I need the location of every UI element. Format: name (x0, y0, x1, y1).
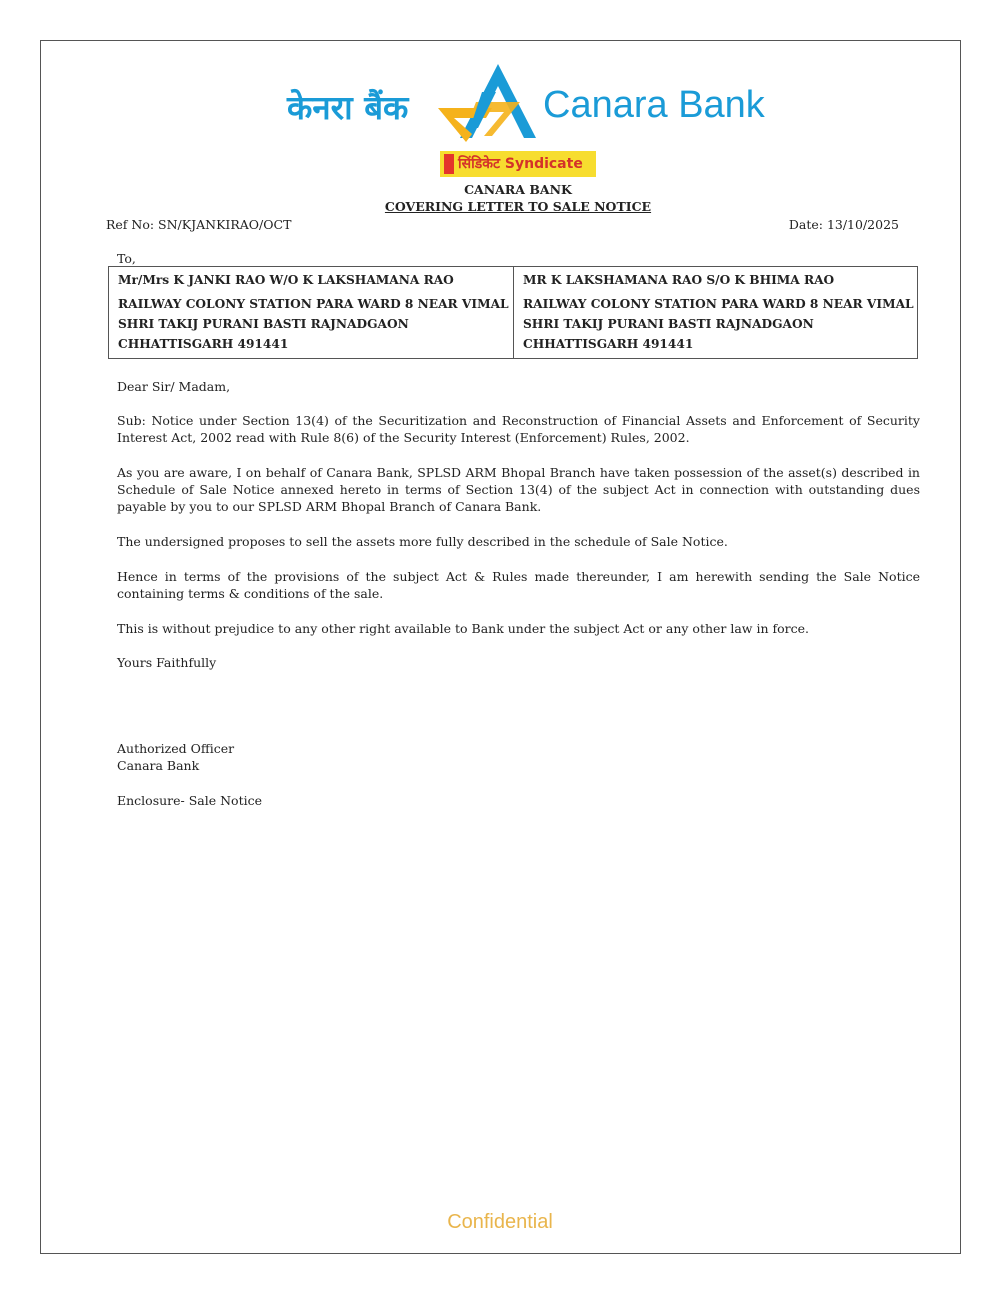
syndicate-logo (440, 151, 596, 177)
officer-title: Authorized Officer (117, 741, 235, 756)
addressee-address-line: CHHATTISGARH 491441 (523, 337, 694, 351)
syndicate-logo-text: सिंडिकेट Syndicate (458, 156, 583, 172)
logo-english-text: Canara Bank (543, 84, 765, 126)
salutation: Dear Sir/ Madam, (117, 379, 231, 394)
addressee-table (108, 266, 918, 359)
canara-bank-logo-icon (436, 62, 540, 146)
reference-number: Ref No: SN/KJANKIRAO/OCT (106, 217, 292, 232)
addressee-address-line: SHRI TAKIJ PURANI BASTI RAJNADGAON (523, 317, 814, 331)
to-label: To, (117, 251, 136, 266)
addressee-cell (513, 267, 917, 358)
syndicate-mark-icon (444, 154, 454, 174)
subject-paragraph: Sub: Notice under Section 13(4) of the Securitization and Reconstruction of Financial Assets and Enforcement of Security Interest Act, 2002 read with Rule 8(6) of the Security Interest (Enforcement) Rules, 2002. (117, 413, 920, 445)
addressee-cell (109, 267, 513, 358)
possession-paragraph: As you are aware, I on behalf of Canara Bank, SPLSD ARM Bhopal Branch have taken possession of the asset(s) described in Schedule of Sale Notice annexed hereto in terms of Section 13(4) of the subject Act in connection with outstanding dues payable by you to our SPLSD ARM Bhopal Branch of Canara Bank. (117, 465, 920, 514)
addressee-name: Mr/Mrs K JANKI RAO W/O K LAKSHAMANA RAO (118, 273, 454, 287)
sale-notice-paragraph: Hence in terms of the provisions of the subject Act & Rules made thereunder, I am herewith sending the Sale Notice containing terms & conditions of the sale. (117, 569, 920, 601)
letter-date: Date: 13/10/2025 (788, 217, 899, 232)
logo-hindi-text: केनरा बैंक (287, 88, 409, 127)
letter-title: COVERING LETTER TO SALE NOTICE (384, 199, 652, 214)
enclosure-note: Enclosure- Sale Notice (117, 793, 263, 808)
officer-bank: Canara Bank (117, 758, 200, 773)
addressee-address-line: RAILWAY COLONY STATION PARA WARD 8 NEAR VIMAL (523, 297, 914, 311)
confidential-watermark: Confidential (447, 1211, 553, 1233)
addressee-address-line: RAILWAY COLONY STATION PARA WARD 8 NEAR VIMAL (118, 297, 509, 311)
bank-heading: CANARA BANK (464, 182, 572, 197)
signature-block (117, 740, 920, 774)
addressee-name: MR K LAKSHAMANA RAO S/O K BHIMA RAO (523, 273, 835, 287)
prejudice-paragraph: This is without prejudice to any other right available to Bank under the subject Act or any other law in force. (117, 621, 810, 636)
proposal-paragraph: The undersigned proposes to sell the assets more fully described in the schedule of Sale Notice. (117, 534, 728, 549)
closing: Yours Faithfully (117, 655, 217, 670)
addressee-address-line: CHHATTISGARH 491441 (118, 337, 289, 351)
addressee-address-line: SHRI TAKIJ PURANI BASTI RAJNADGAON (118, 317, 409, 331)
letterhead-logo (0, 58, 1000, 148)
